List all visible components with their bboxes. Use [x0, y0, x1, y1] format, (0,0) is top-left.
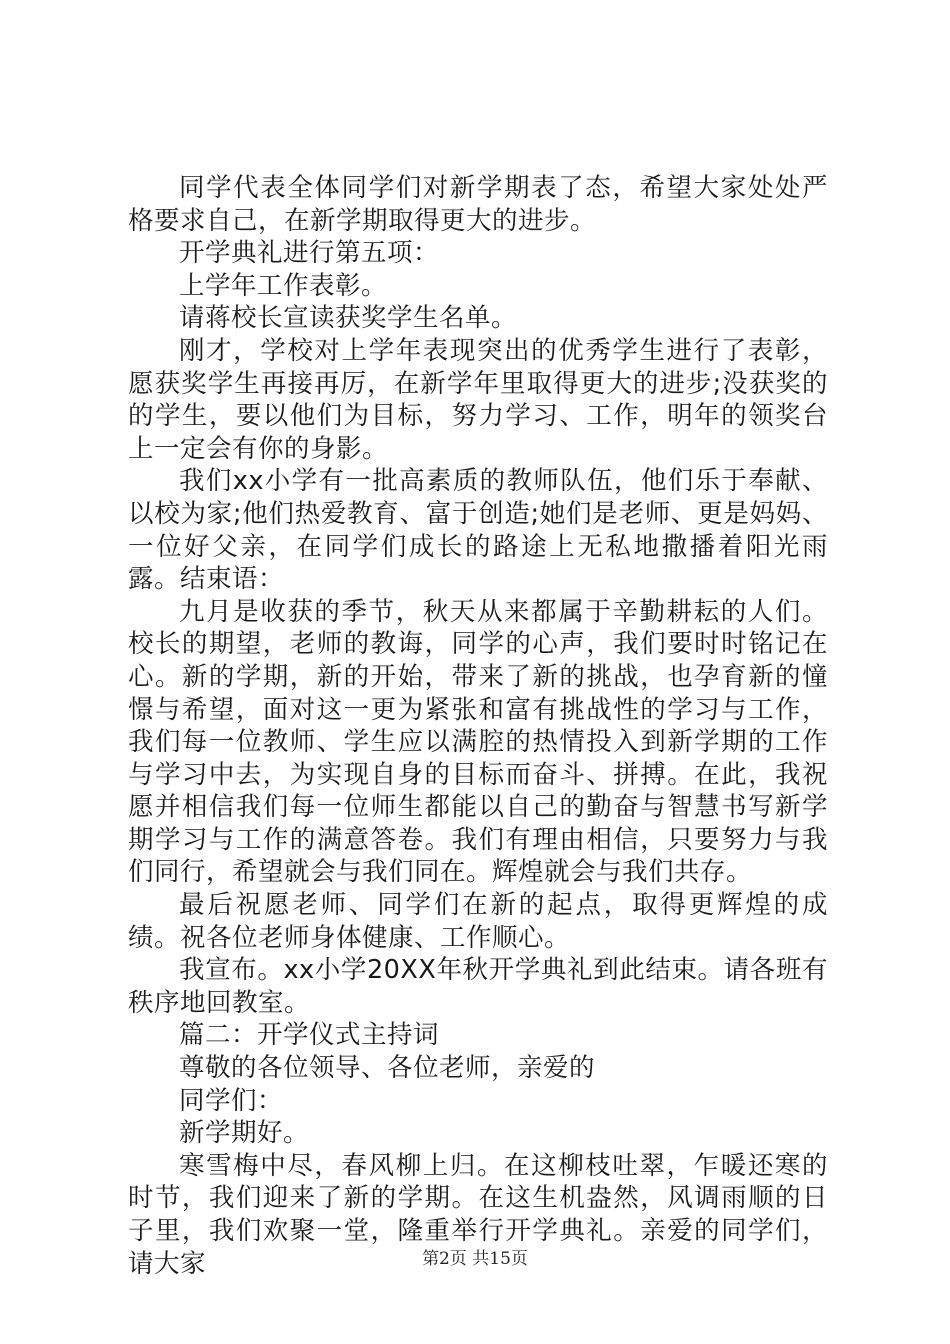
paragraph: 请蒋校长宣读获奖学生名单。: [179, 303, 518, 334]
paragraph: 开学典礼进行第五项：: [179, 238, 440, 269]
paragraph: 九月是收获的季节，秋天从来都属于辛勤耕耘的人们。校长的期望，老师的教诲，同学的心声，我们要时时铭记在心。新的学期，新的开始，带来了新的挑战，也孕育新的憧憬与希望，面对这一更为紧张和富有挑战性的学习与工作，我们每一位教师、学生应以满腔的热情投入到新学期的工作与学习中去，为实现自身的目标而奋斗、拼搏。在此，我祝愿并相信我们每一位师生都能以自己的勤奋与智慧书写新学期学习与工作的满意答卷。我们有理由相信，只要努力与我们同行，希望就会与我们同在。辉煌就会与我们共存。: [128, 596, 828, 888]
page-number-footer: 第2页 共15页: [422, 1249, 528, 1269]
paragraph: 寒雪梅中尽，春风柳上归。在这柳枝吐翠，乍暖还寒的时节，我们迎来了新的学期。在这生机盎然，风调雨顺的日子里，我们欢聚一堂，隆重举行开学典礼。亲爱的同学们，请大家: [128, 1150, 828, 1279]
paragraph: 刚才，学校对上学年表现突出的优秀学生进行了表彰，愿获奖学生再接再厉，在新学年里取得更大的进步;没获奖的的学生，要以他们为目标，努力学习、工作，明年的领奖台上一定会有你的身影。: [128, 335, 828, 464]
paragraph: 最后祝愿老师、同学们在新的起点，取得更辉煌的成绩。祝各位老师身体健康、工作顺心。: [128, 890, 828, 953]
paragraph: 同学们：: [179, 1085, 284, 1116]
paragraph: 我宣布。xx小学20XX年秋开学典礼到此结束。请各班有秩序地回教室。: [128, 955, 828, 1018]
paragraph: 我们xx小学有一批高素质的教师队伍，他们乐于奉献、以校为家;他们热爱教育、富于创造;她们是老师、更是妈妈、一位好父亲，在同学们成长的路途上无私地撒播着阳光雨露。结束语：: [128, 466, 828, 595]
paragraph: 新学期好。: [179, 1118, 310, 1149]
paragraph: 同学代表全体同学们对新学期表了态，希望大家处处严格要求自己，在新学期取得更大的进步。: [128, 173, 828, 236]
paragraph: 上学年工作表彰。: [179, 270, 388, 301]
document-body: [128, 172, 828, 1280]
paragraph: 尊敬的各位领导、各位老师，亲爱的: [179, 1053, 596, 1084]
section-heading: 篇二：开学仪式主持词: [179, 1020, 440, 1051]
